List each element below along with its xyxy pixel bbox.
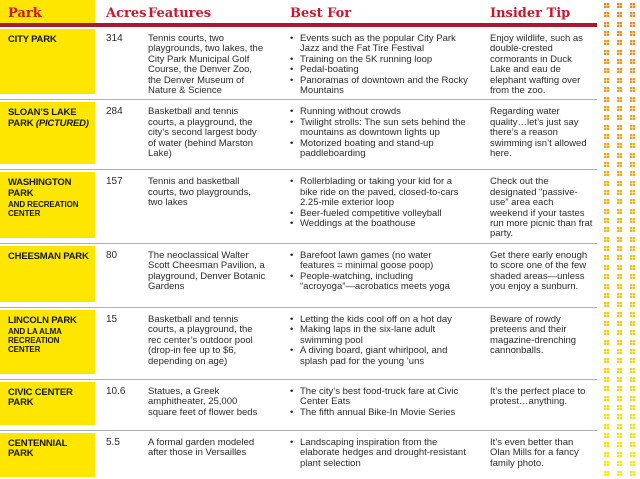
best-for-item: • Weddings at the boathouse bbox=[290, 219, 468, 229]
best-for-item: • A diving board, giant whirlpool, and splash pad for the young ’uns bbox=[290, 346, 468, 367]
decor-dot bbox=[617, 330, 622, 335]
best-for-item: • Panoramas of downtown and the Rocky Mountains bbox=[290, 76, 468, 97]
decor-dot bbox=[604, 442, 609, 447]
decor-dot bbox=[604, 284, 609, 289]
best-for-item: • People-watching, including “acroyoga”—acrobatics meets yoga bbox=[290, 272, 468, 293]
decor-dot bbox=[630, 227, 635, 232]
decor-dot bbox=[617, 386, 622, 391]
decor-dot bbox=[630, 237, 635, 242]
decor-dot bbox=[630, 386, 635, 391]
decor-dot bbox=[617, 125, 622, 130]
park-cell bbox=[0, 380, 95, 430]
best-for-list bbox=[279, 100, 480, 169]
decor-dot bbox=[604, 199, 609, 204]
decor-dot bbox=[630, 424, 635, 429]
park-cell bbox=[0, 100, 95, 169]
decor-dot bbox=[617, 274, 622, 279]
decor-dot bbox=[604, 405, 609, 410]
decor-dot bbox=[617, 115, 622, 120]
header-features: Features bbox=[148, 6, 212, 21]
table-row bbox=[0, 308, 597, 380]
park-cell bbox=[0, 244, 95, 307]
acres-value: 15 bbox=[106, 313, 118, 325]
park-cell bbox=[0, 27, 95, 99]
decor-dot bbox=[630, 471, 635, 476]
decor-dot bbox=[604, 68, 609, 73]
acres-value: 5.5 bbox=[106, 436, 120, 448]
decor-dot bbox=[617, 12, 622, 17]
decor-dot bbox=[617, 265, 622, 270]
decor-dot bbox=[604, 106, 609, 111]
best-for-item: • Barefoot lawn games (no water features = minimal goose poop) bbox=[290, 251, 468, 272]
decor-dot bbox=[630, 405, 635, 410]
park-name: WASHINGTON PARK bbox=[8, 177, 72, 199]
decor-dot bbox=[630, 22, 635, 27]
decor-dot bbox=[630, 50, 635, 55]
decor-dot bbox=[604, 87, 609, 92]
decor-dot bbox=[630, 199, 635, 204]
decor-dot bbox=[630, 125, 635, 130]
decor-dot bbox=[617, 68, 622, 73]
decor-dot bbox=[617, 368, 622, 373]
decor-dot bbox=[617, 227, 622, 232]
table-row bbox=[0, 100, 597, 170]
decor-dot bbox=[630, 330, 635, 335]
decor-dot bbox=[604, 97, 609, 102]
decor-dot bbox=[630, 106, 635, 111]
decor-dot bbox=[604, 227, 609, 232]
decor-dot bbox=[630, 31, 635, 36]
decor-dot bbox=[604, 209, 609, 214]
decor-dot bbox=[617, 3, 622, 8]
decor-dot bbox=[630, 340, 635, 345]
decor-dot bbox=[604, 368, 609, 373]
decor-dot bbox=[630, 134, 635, 139]
decor-dot bbox=[617, 78, 622, 83]
decor-dot bbox=[604, 153, 609, 158]
best-for-item: • Events such as the popular City Park Jazz and the Fat Tire Festival bbox=[290, 34, 468, 55]
park-name: CENTENNIAL PARK bbox=[8, 437, 68, 460]
decor-dot bbox=[604, 433, 609, 438]
decor-dot bbox=[630, 59, 635, 64]
park-name: CHEESMAN PARK bbox=[8, 250, 89, 262]
decor-dot bbox=[617, 358, 622, 363]
decor-dot bbox=[604, 321, 609, 326]
park-cell bbox=[0, 431, 95, 479]
best-for-list bbox=[279, 27, 480, 99]
decor-dot bbox=[630, 358, 635, 363]
decor-dot bbox=[604, 59, 609, 64]
best-for-item: • Landscaping inspiration from the elaborate hedges and drought-resistant plant selection bbox=[290, 438, 468, 469]
table-row bbox=[0, 380, 597, 431]
park-name-block bbox=[0, 246, 95, 302]
park-name-block bbox=[0, 172, 95, 237]
decor-dot bbox=[617, 377, 622, 382]
decor-dot bbox=[604, 461, 609, 466]
decor-dot bbox=[617, 209, 622, 214]
decor-dot bbox=[617, 218, 622, 223]
best-for-item: • Running without crowds bbox=[290, 107, 468, 117]
insider-tip-text: Regarding water quality…let’s just say there’s a reason swimming isn’t allowed here. bbox=[490, 106, 587, 160]
decor-dot bbox=[630, 143, 635, 148]
best-for-item: • Rollerblading or taking your kid for a bike ride on the paved, closed-to-cars 2.25-mile exterior loop bbox=[290, 177, 468, 208]
features-text: Tennis courts, two playgrounds, two lakes, the City Park Municipal Golf Course, the Denver Zoo, the Denver Museum of Nature & Science bbox=[148, 33, 264, 97]
decor-dot bbox=[617, 405, 622, 410]
decor-dot bbox=[604, 471, 609, 476]
features-text: Statues, a Greek amphitheater, 25,000 square feet of flower beds bbox=[148, 385, 258, 418]
decor-dot bbox=[604, 340, 609, 345]
decor-dot bbox=[617, 424, 622, 429]
decor-dot bbox=[604, 31, 609, 36]
decor-dot bbox=[604, 274, 609, 279]
decor-dot bbox=[604, 190, 609, 195]
decor-dot bbox=[617, 433, 622, 438]
decor-dot bbox=[617, 162, 622, 167]
table-row bbox=[0, 244, 597, 308]
decor-dot bbox=[630, 3, 635, 8]
decor-dot bbox=[604, 78, 609, 83]
decor-dot bbox=[617, 312, 622, 317]
park-name: CITY PARK bbox=[8, 34, 57, 45]
decor-dot bbox=[630, 181, 635, 186]
best-for-item: • Letting the kids cool off on a hot day bbox=[290, 315, 468, 325]
decor-dot bbox=[604, 358, 609, 363]
acres-value: 284 bbox=[106, 106, 123, 118]
decor-dot bbox=[630, 171, 635, 176]
decor-dot bbox=[617, 59, 622, 64]
best-for-list bbox=[279, 308, 480, 379]
decor-dot bbox=[617, 106, 622, 111]
decor-dot bbox=[617, 461, 622, 466]
decor-dot bbox=[617, 134, 622, 139]
decor-dot bbox=[604, 330, 609, 335]
decor-dot bbox=[630, 274, 635, 279]
decor-dot bbox=[604, 377, 609, 382]
decor-dot bbox=[630, 442, 635, 447]
decor-dot bbox=[630, 218, 635, 223]
decor-dot bbox=[630, 321, 635, 326]
features-text: Tennis and basketball courts, two playgrounds, two lakes bbox=[148, 176, 251, 209]
decor-dot bbox=[617, 293, 622, 298]
decor-dot bbox=[604, 218, 609, 223]
best-for-item: • The fifth annual Bike-In Movie Series bbox=[290, 408, 468, 418]
decor-dot bbox=[617, 442, 622, 447]
decor-dot bbox=[604, 396, 609, 401]
insider-tip-text: Enjoy wildlife, such as double-crested cormorants in Duck Lake and eau de elephant wafting over from the zoo. bbox=[490, 33, 583, 97]
best-for-item: • Pedal-boating bbox=[290, 65, 468, 75]
decor-dot bbox=[604, 293, 609, 298]
park-name: LINCOLN PARK bbox=[8, 314, 77, 326]
decor-dot bbox=[630, 312, 635, 317]
decor-dot bbox=[630, 452, 635, 457]
decor-dot bbox=[630, 246, 635, 251]
dotted-border-decoration bbox=[597, 0, 640, 479]
decor-dot bbox=[617, 321, 622, 326]
best-for-item: • Beer-fueled competitive volleyball bbox=[290, 209, 468, 219]
best-for-item: • The city’s best food-truck fare at Civic Center Eats bbox=[290, 387, 468, 408]
park-name: CIVIC CENTER PARK bbox=[8, 386, 73, 409]
features-text: Basketball and tennis courts, a playground, the rec center’s outdoor pool (drop-in fee up to $6, depending on age) bbox=[148, 313, 253, 367]
decor-dot bbox=[604, 162, 609, 167]
decor-dot bbox=[630, 377, 635, 382]
header-best-for: Best For bbox=[290, 6, 352, 21]
decor-dot bbox=[630, 153, 635, 158]
decor-dot bbox=[617, 199, 622, 204]
insider-tip-text: It’s even better than Olan Mills for a fancy family photo. bbox=[490, 436, 579, 469]
acres-value: 157 bbox=[106, 176, 123, 188]
decor-dot bbox=[604, 349, 609, 354]
decor-dot bbox=[604, 134, 609, 139]
decor-dot bbox=[604, 171, 609, 176]
decor-dot bbox=[604, 414, 609, 419]
park-cell bbox=[0, 308, 95, 379]
decor-dot bbox=[604, 143, 609, 148]
decor-dot bbox=[630, 40, 635, 45]
decor-dot bbox=[617, 87, 622, 92]
decor-dot bbox=[630, 68, 635, 73]
decor-dot bbox=[604, 424, 609, 429]
decor-dot bbox=[630, 87, 635, 92]
park-cell bbox=[0, 170, 95, 242]
decor-dot bbox=[617, 340, 622, 345]
acres-value: 10.6 bbox=[106, 385, 126, 397]
decor-dot bbox=[604, 125, 609, 130]
decor-dot bbox=[617, 22, 622, 27]
decor-dot bbox=[630, 209, 635, 214]
decor-dot bbox=[617, 50, 622, 55]
features-text: Basketball and tennis courts, a playground, the city’s second largest body of water (behind Marston Lake) bbox=[148, 106, 257, 160]
decor-dot bbox=[604, 237, 609, 242]
park-name-block bbox=[0, 102, 95, 164]
decor-dot bbox=[630, 349, 635, 354]
decor-dot bbox=[617, 237, 622, 242]
decor-dot bbox=[617, 471, 622, 476]
decor-dot bbox=[604, 22, 609, 27]
decor-dot bbox=[630, 97, 635, 102]
decor-dot bbox=[617, 284, 622, 289]
header-park: Park bbox=[0, 0, 95, 23]
decor-dot bbox=[604, 181, 609, 186]
decor-dot bbox=[604, 312, 609, 317]
decor-dot bbox=[617, 171, 622, 176]
decor-dot bbox=[604, 12, 609, 17]
decor-dot bbox=[604, 386, 609, 391]
best-for-item: • Motorized boating and stand-up paddleboarding bbox=[290, 139, 468, 160]
best-for-list bbox=[279, 244, 480, 307]
park-subtitle: AND RECREATION CENTER bbox=[8, 199, 79, 218]
features-text: A formal garden modeled after those in Versailles bbox=[148, 436, 255, 459]
park-name-block bbox=[0, 433, 95, 477]
decor-dot bbox=[630, 255, 635, 260]
decor-dot bbox=[617, 349, 622, 354]
decor-dot bbox=[604, 452, 609, 457]
decor-dot bbox=[617, 452, 622, 457]
decor-dot bbox=[617, 153, 622, 158]
table-body bbox=[0, 27, 640, 479]
table-row bbox=[0, 431, 597, 479]
decor-dot bbox=[630, 368, 635, 373]
decor-dot bbox=[630, 433, 635, 438]
park-subtitle: AND LA ALMA RECREATION CENTER bbox=[8, 326, 62, 354]
decor-dot bbox=[604, 265, 609, 270]
decor-dot bbox=[630, 12, 635, 17]
best-for-list bbox=[279, 170, 480, 242]
decor-dot bbox=[630, 461, 635, 466]
park-name-block bbox=[0, 382, 95, 425]
best-for-item: • Training on the 5K running loop bbox=[290, 55, 468, 65]
insider-tip-text: Get there early enough to score one of the few shaded areas—unless you enjoy a sunburn. bbox=[490, 249, 588, 293]
header-insider-tip: Insider Tip bbox=[490, 6, 571, 21]
decor-dot bbox=[630, 265, 635, 270]
decor-dot bbox=[617, 97, 622, 102]
best-for-list bbox=[279, 431, 480, 479]
decor-dot bbox=[604, 40, 609, 45]
best-for-list bbox=[279, 380, 480, 430]
acres-value: 314 bbox=[106, 33, 123, 44]
best-for-item: • Making laps in the six-lane adult swimming pool bbox=[290, 325, 468, 346]
decor-dot bbox=[617, 246, 622, 251]
decor-dot bbox=[630, 414, 635, 419]
decor-dot bbox=[617, 40, 622, 45]
decor-dot bbox=[630, 78, 635, 83]
decor-dot bbox=[604, 3, 609, 8]
decor-dot bbox=[630, 190, 635, 195]
decor-dot bbox=[630, 302, 635, 307]
decor-dot bbox=[617, 31, 622, 36]
decor-dot bbox=[604, 50, 609, 55]
decor-dot bbox=[617, 190, 622, 195]
decor-dot bbox=[630, 284, 635, 289]
decor-dot bbox=[604, 302, 609, 307]
decor-dot bbox=[617, 414, 622, 419]
decor-dot bbox=[617, 181, 622, 186]
acres-value: 80 bbox=[106, 249, 118, 261]
decor-dot bbox=[617, 302, 622, 307]
decor-dot bbox=[630, 162, 635, 167]
decor-dot bbox=[617, 396, 622, 401]
table-header-row bbox=[0, 0, 597, 27]
decor-dot bbox=[617, 143, 622, 148]
park-name-block bbox=[0, 29, 95, 94]
insider-tip-text: It’s the perfect place to protest…anything. bbox=[490, 385, 586, 408]
decor-dot bbox=[617, 255, 622, 260]
features-text: The neoclassical Walter Scott Cheesman Pavilion, a playground, Denver Botanic Gardens bbox=[148, 249, 266, 293]
park-name-block bbox=[0, 310, 95, 374]
insider-tip-text: Check out the designated “passive-use” area each weekend if your tastes run more picnic than frat party. bbox=[490, 176, 593, 240]
decor-dot bbox=[604, 115, 609, 120]
table-row bbox=[0, 27, 597, 100]
decor-dot bbox=[630, 115, 635, 120]
decor-dot bbox=[604, 246, 609, 251]
park-name: SLOAN’S LAKE PARK (PICTURED) bbox=[8, 107, 89, 129]
best-for-item: • Twilight strolls: The sun sets behind the mountains as downtown lights up bbox=[290, 118, 468, 139]
park-pictured-note: (PICTURED) bbox=[35, 117, 89, 129]
decor-dot bbox=[630, 396, 635, 401]
insider-tip-text: Beware of rowdy preteens and their magazine-drenching cannonballs. bbox=[490, 313, 577, 357]
header-acres: Acres bbox=[106, 6, 147, 21]
table-row bbox=[0, 170, 597, 243]
decor-dot bbox=[604, 255, 609, 260]
decor-dot bbox=[630, 293, 635, 298]
